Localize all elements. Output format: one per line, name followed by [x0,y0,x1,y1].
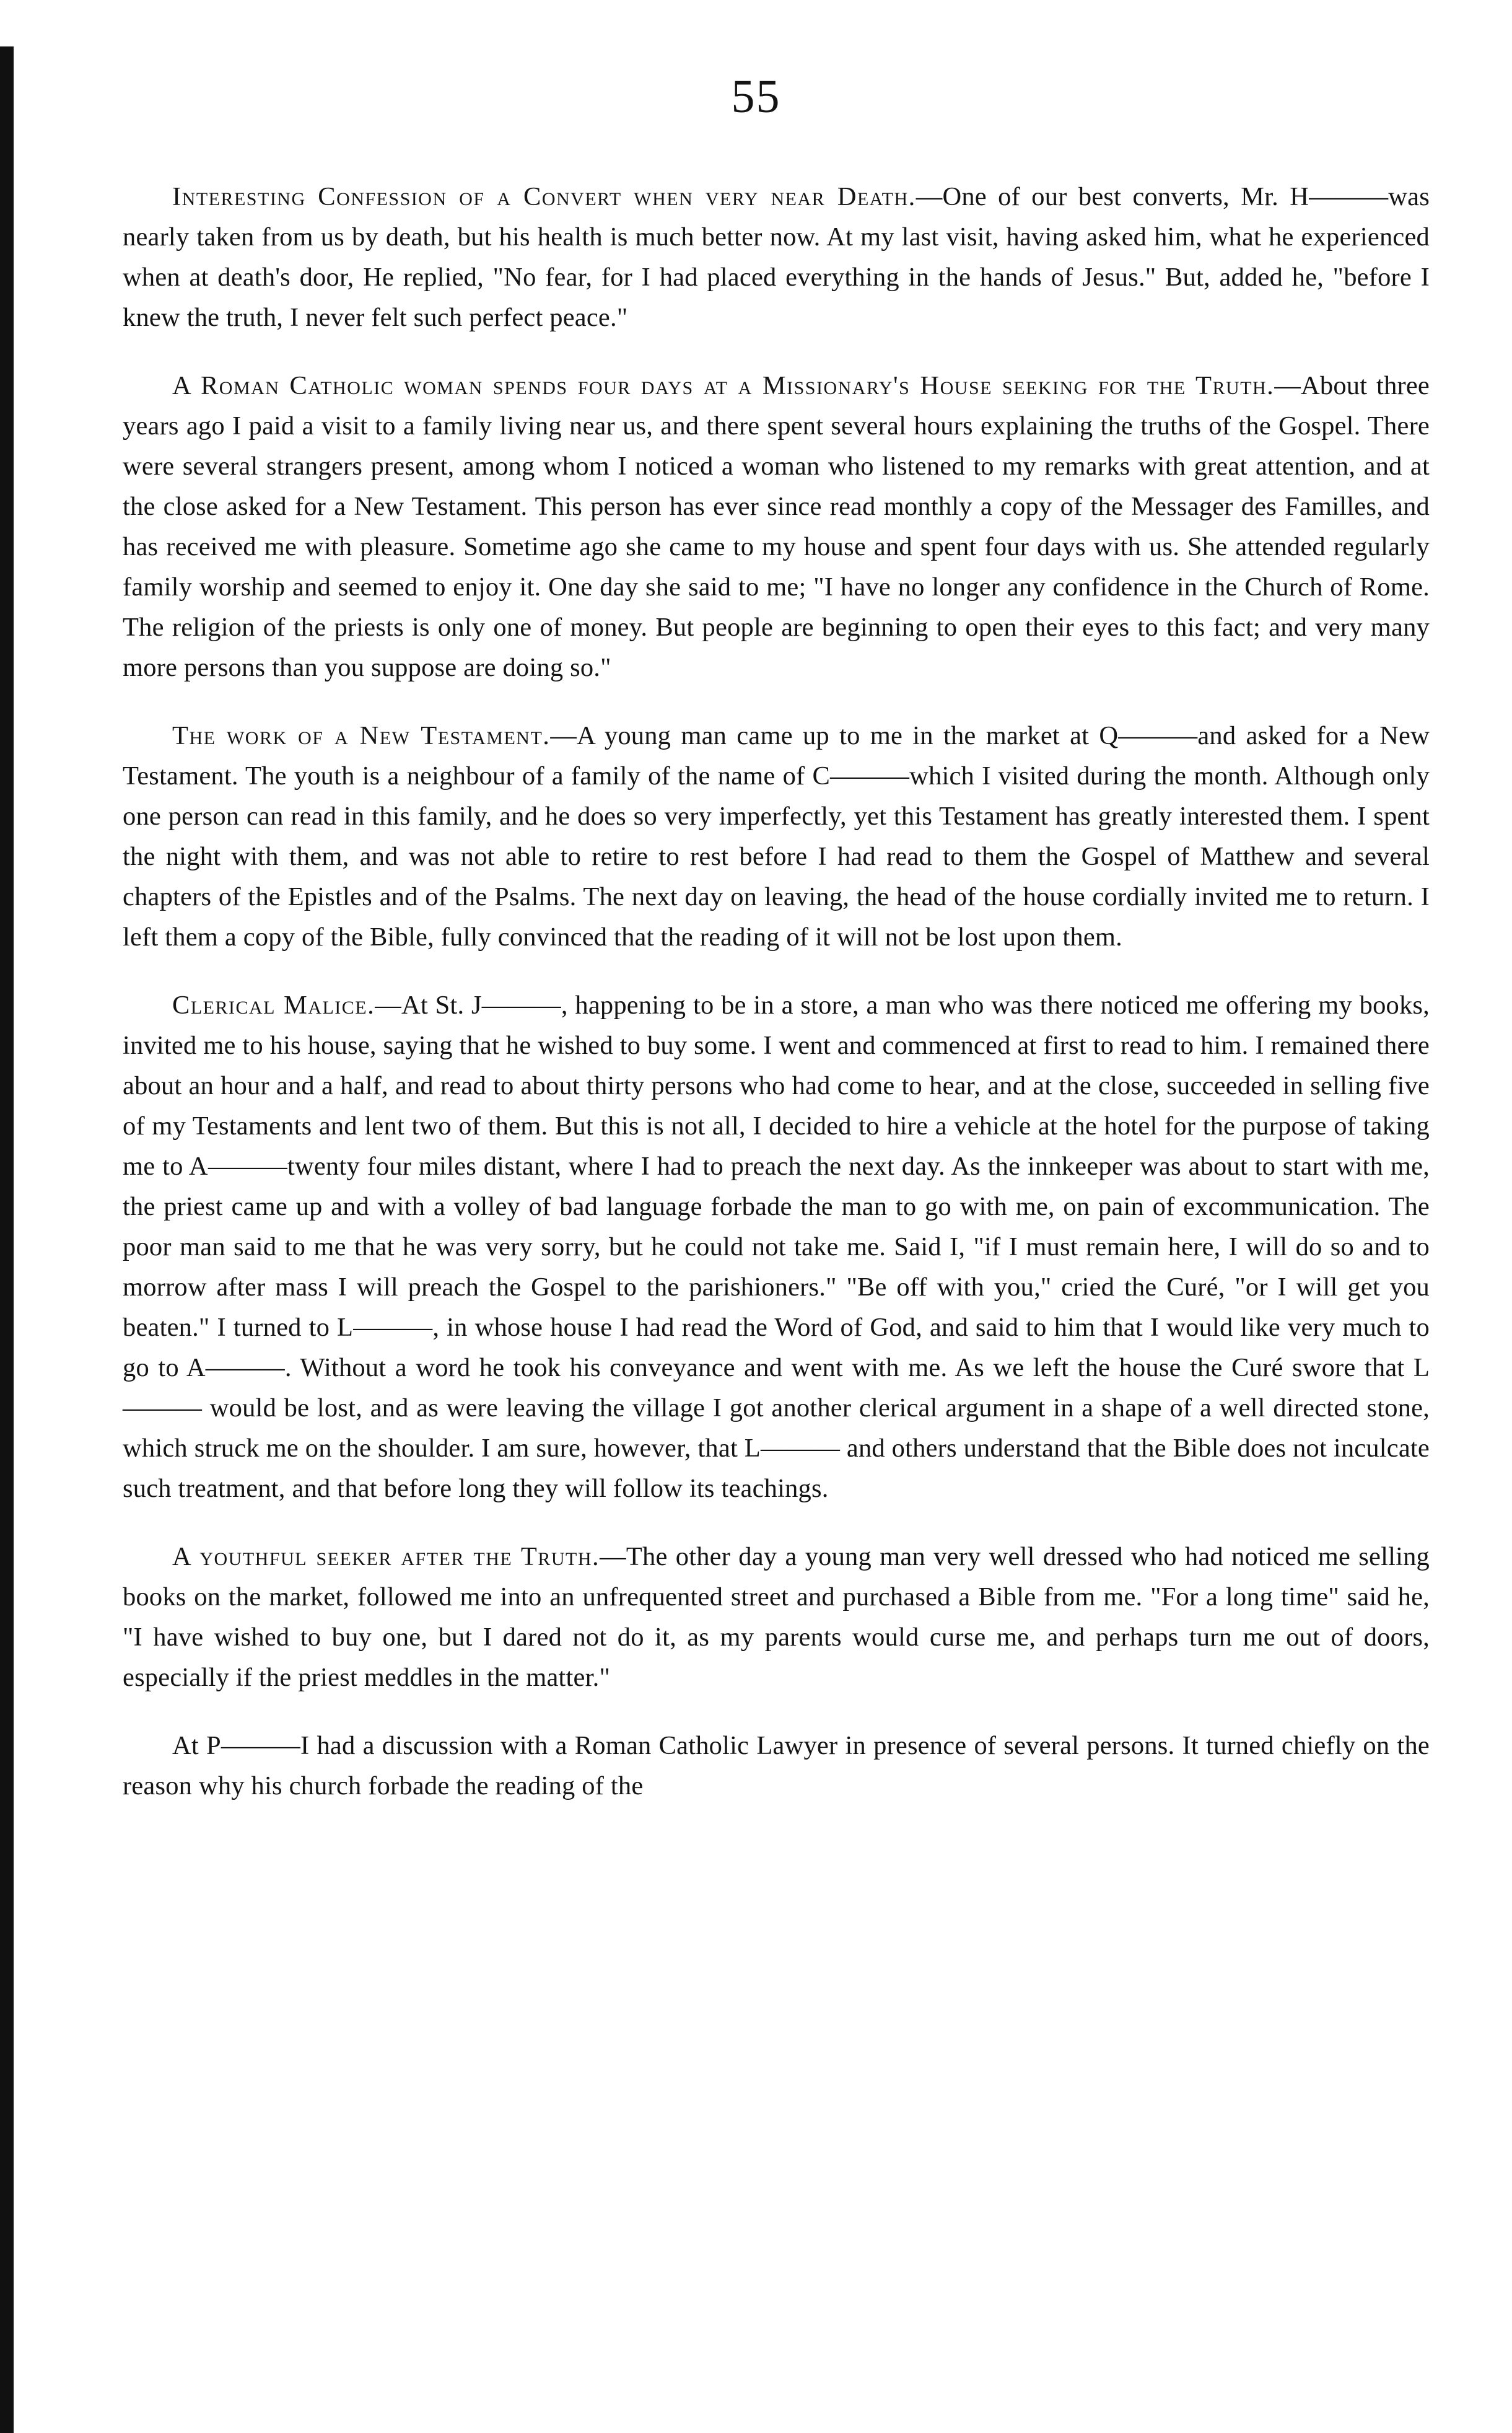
section-roman-catholic-woman [123,366,1430,688]
section-heading: The work of a New Testament. [172,721,551,750]
section-text: —One of our best converts, Mr. H———was nearly taken from us by death, but his health is much better now. At my last visit, having asked him, what he experienced when at death's door, He replied, "No fear, for I had placed everything in the hands of Jesus." But, added he, "before I knew the truth, I never felt such perfect peace." [123,182,1430,332]
page-number: 55 [731,71,781,123]
section-lawyer-discussion [123,1725,1430,1806]
page-body [123,177,1430,1806]
binding-edge [0,46,14,2433]
section-new-testament [123,716,1430,957]
section-confession [123,177,1430,338]
section-youthful-seeker [123,1537,1430,1698]
section-text: —At St. J———, happening to be in a store, a man who was there noticed me offering my books, invited me to his house, saying that he wished to buy some. I went and commenced at first to read to him. I remained there about an hour and a half, and read to about thirty persons who had come to hear, and at the close, succeeded in selling five of my Testaments and lent two of them. But this is not all, I decided to hire a vehicle at the hotel for the purpose of taking me to A———twenty four miles distant, where I had to preach the next day. As the innkeeper was about to start with me, the priest came up and with a volley of bad language forbade the man to go with me, on pain of excommunication. The poor man said to me that he was very sorry, but he could not take me. Said I, "if I must remain here, I will do so and to morrow after mass I will preach the Gospel to the parishioners." "Be off with you," cried the Curé, "or I will get you beaten." I turned to L———, in whose house I had read the Word of God, and said to him that I would like very much to go to A———. Without a word he took his conveyance and went with me. As we left the house the Curé swore that L——— would be lost, and as were leaving the village I got another clerical argument in a shape of a well directed stone, which struck me on the shoulder. I am sure, however, that L——— and others understand that the Bible does not inculcate such treatment, and that before long they will follow its teachings. [123,991,1430,1503]
section-clerical-malice [123,985,1430,1509]
section-heading: Interesting Confession of a Convert when very near Death. [172,182,916,211]
section-text: At P———I had a discussion with a Roman Catholic Lawyer in presence of several persons. It turned chiefly on the reason why his church forbade the reading of the [123,1731,1430,1800]
section-heading: A youthful seeker after the Truth. [172,1542,600,1571]
section-heading: Clerical Malice. [172,991,375,1020]
section-text: —About three years ago I paid a visit to a family living near us, and there spent several hours explaining the truths of the Gospel. There were several strangers present, among whom I noticed a woman who listened to my remarks with great attention, and at the close asked for a New Testament. This person has ever since read monthly a copy of the Messager des Familles, and has received me with pleasure. Sometime ago she came to my house and spent four days with us. She attended regularly family worship and seemed to enjoy it. One day she said to me; "I have no longer any confidence in the Church of Rome. The religion of the priests is only one of money. But people are beginning to open their eyes to this fact; and very many more persons than you suppose are doing so." [123,371,1430,682]
section-text: —The other day a young man very well dressed who had noticed me selling books on the market, followed me into an unfrequented street and purchased a Bible from me. "For a long time" said he, "I have wished to buy one, but I dared not do it, as my parents would curse me, and perhaps turn me out of doors, especially if the priest meddles in the matter." [123,1542,1430,1692]
section-text: —A young man came up to me in the market at Q———and asked for a New Testament. The youth is a neighbour of a family of the name of C———which I visited during the month. Although only one person can read in this family, and he does so very imperfectly, yet this Testament has greatly interested them. I spent the night with them, and was not able to retire to rest before I had read to them the Gospel of Matthew and several chapters of the Epistles and of the Psalms. The next day on leaving, the head of the house cordially invited me to return. I left them a copy of the Bible, fully convinced that the reading of it will not be lost upon them. [123,721,1430,952]
section-heading: A Roman Catholic woman spends four days at a Missionary's House seeking for the Truth. [172,371,1275,400]
